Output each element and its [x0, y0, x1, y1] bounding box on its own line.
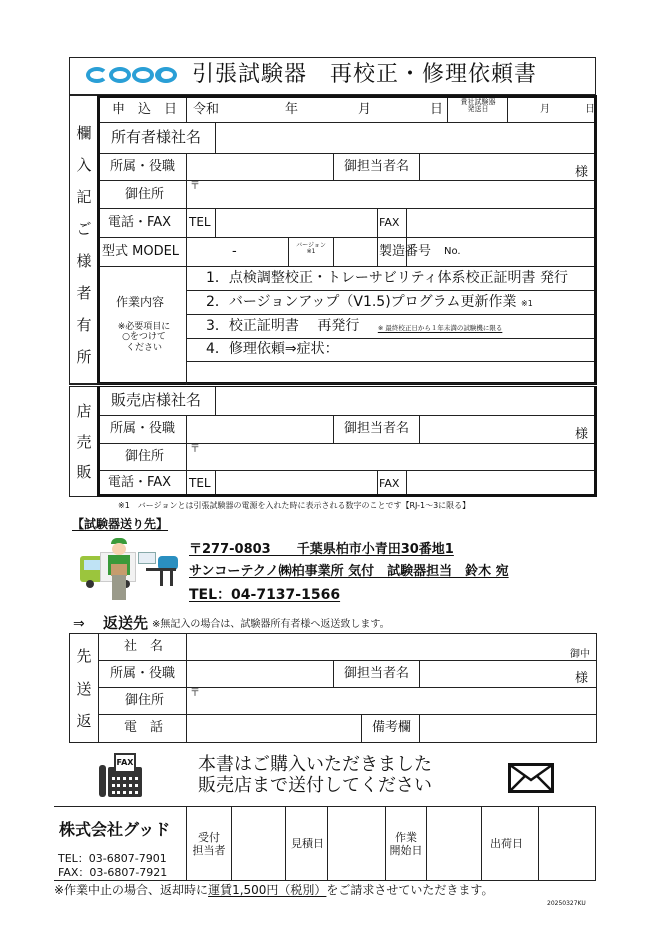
- work-item-1[interactable]: 1．点検調整校正・トレーサビリティ体系校正証明書 発行: [206, 270, 568, 286]
- ship-out-date-field[interactable]: [540, 808, 595, 880]
- version-field[interactable]: [335, 239, 376, 265]
- logo-ring-icon: [109, 67, 131, 83]
- serial-label: 製造番号: [379, 244, 432, 259]
- return-postal-mark: 〒: [190, 688, 200, 699]
- cancel-note: ※作業中止の場合、返却時に運賃1,500円（税別）をご請求させていただきます。: [54, 883, 494, 897]
- envelope-icon: [508, 763, 554, 793]
- send-notice-line2: 販売店まで送付してください: [198, 775, 432, 796]
- application-day-field[interactable]: [378, 99, 428, 120]
- owner-dept-label: 所属・役職: [110, 159, 176, 174]
- reception-label: 受付 担当者: [192, 831, 226, 858]
- return-contact-field[interactable]: [421, 662, 571, 686]
- logo-ring-icon: [155, 67, 177, 83]
- symptom-field[interactable]: [188, 363, 593, 382]
- dealer-postal-mark: 〒: [190, 444, 200, 455]
- tester-device-icon: [138, 550, 182, 590]
- owner-tel-label: TEL: [189, 215, 211, 229]
- return-address-field[interactable]: [200, 689, 592, 713]
- return-dept-label: 所属・役職: [110, 666, 176, 681]
- work-content-label: 作業内容: [116, 295, 165, 309]
- return-remarks-label: 備考欄: [372, 720, 412, 735]
- dealer-company-field[interactable]: [217, 388, 593, 414]
- return-contact-label: 御担当者名: [344, 666, 410, 681]
- page-title: 引張試験器 再校正・修理依頼書: [192, 62, 538, 87]
- application-month-field[interactable]: [305, 99, 355, 120]
- company-tel: TEL：03-6807-7901: [58, 852, 167, 865]
- company-name: 株式会社グッド: [59, 820, 171, 839]
- good-logo: [86, 67, 178, 85]
- owner-company-label: 所有者様社名: [111, 128, 202, 146]
- owner-address-label: 御住所: [125, 187, 165, 202]
- dealer-dept-label: 所属・役職: [110, 421, 176, 436]
- shipping-recipient: サンコーテクノ㈱柏事業所 気付 試験器担当 鈴木 宛: [189, 564, 509, 579]
- dealer-tel-field[interactable]: [217, 472, 375, 493]
- dealer-fax-field[interactable]: [408, 472, 593, 493]
- return-phone-field[interactable]: [188, 716, 360, 741]
- logo-ring-icon: [86, 67, 108, 83]
- return-company-suffix: 御中: [570, 649, 590, 660]
- owner-company-field[interactable]: [217, 124, 593, 152]
- dealer-contact-label: 御担当者名: [344, 421, 410, 436]
- ship-out-date-label: 出荷日: [490, 837, 523, 850]
- serial-prefix: No.: [444, 246, 461, 257]
- dealer-side-label: 店 売 販: [76, 402, 92, 481]
- month-label: 月: [358, 102, 372, 117]
- return-heading: 返送先: [103, 614, 149, 632]
- dealer-address-label: 御住所: [125, 449, 165, 464]
- estimate-date-label: 見積日: [291, 837, 324, 850]
- application-year-field[interactable]: [225, 99, 285, 120]
- shipping-tel: TEL：04-7137-1566: [189, 587, 341, 603]
- logo-ring-icon: [132, 67, 154, 83]
- dealer-fax-label: FAX: [379, 477, 400, 490]
- ship-date-label: 貴社試験器 発送日: [460, 98, 496, 114]
- estimate-date-field[interactable]: [329, 808, 384, 880]
- dealer-company-label: 販売店様社名: [111, 391, 202, 409]
- owner-contact-label: 御担当者名: [344, 159, 410, 174]
- fax-machine-icon: FAX: [99, 753, 145, 799]
- serial-field[interactable]: [460, 239, 593, 265]
- shipping-address: 〒277-0803 千葉県柏市小青田30番地1: [189, 542, 454, 557]
- work-start-date-label: 作業 開始日: [389, 831, 423, 858]
- return-company-field[interactable]: [188, 635, 566, 659]
- return-phone-label: 電 話: [124, 720, 164, 735]
- shipping-heading: 【試験器送り先】: [72, 517, 169, 531]
- owner-contact-field[interactable]: [421, 155, 571, 179]
- year-label: 年: [285, 102, 299, 117]
- ship-month-label: 月: [540, 104, 550, 115]
- company-fax: FAX：03-6807-7921: [58, 866, 168, 879]
- dealer-contact-field[interactable]: [421, 417, 571, 442]
- work-start-date-field[interactable]: [428, 808, 480, 880]
- return-arrow: ⇒: [73, 616, 85, 632]
- dealer-address-field[interactable]: [200, 445, 592, 469]
- work-item-2[interactable]: 2．バージョンアップ（V1.5)プログラム更新作業 ※1: [206, 294, 533, 310]
- return-address-label: 御住所: [125, 693, 165, 708]
- owner-dept-field[interactable]: [188, 155, 332, 179]
- delivery-illustration: [80, 538, 184, 608]
- return-dept-field[interactable]: [188, 662, 332, 686]
- version-footnote: ※1 バージョンとは引張試験器の電源を入れた時に表示される数字のことです【RJ-1～3に限る】: [118, 501, 471, 510]
- reception-field[interactable]: [233, 808, 284, 880]
- owner-fax-label: FAX: [379, 216, 400, 229]
- work-item-3[interactable]: 3．校正証明書 再発行 ※ 最終校正日から１年未満の試験機に限る: [206, 318, 503, 334]
- owner-postal-mark: 〒: [190, 181, 200, 192]
- dealer-phone-label: 電話・FAX: [108, 475, 172, 490]
- dealer-dept-field[interactable]: [188, 417, 332, 442]
- dealer-honorific: 様: [575, 427, 589, 442]
- ship-day-label: 日: [585, 104, 595, 115]
- owner-address-field[interactable]: [200, 182, 592, 207]
- model-label: 型式 MODEL: [102, 244, 180, 259]
- return-company-label: 社 名: [124, 639, 164, 654]
- work-content-note: ※必要項目に ○をつけて ください: [117, 322, 171, 353]
- return-honorific: 様: [575, 671, 589, 686]
- work-item-4[interactable]: 4．修理依頼⇒症状：: [206, 341, 339, 357]
- model-field[interactable]: [188, 239, 287, 265]
- owner-phone-label: 電話・FAX: [108, 215, 172, 230]
- era-label: 令和: [193, 102, 220, 117]
- model-dash: -: [232, 244, 237, 259]
- delivery-person-icon: [106, 538, 132, 602]
- owner-side-label: 欄 入 記 ご 様 者 有 所: [76, 124, 92, 366]
- owner-honorific: 様: [575, 165, 589, 180]
- owner-fax-field[interactable]: [408, 210, 593, 236]
- return-side-label: 先 送 返: [76, 647, 92, 730]
- owner-tel-field[interactable]: [217, 210, 375, 236]
- day-label: 日: [430, 102, 444, 117]
- send-notice-line1: 本書はご購入いただきました: [198, 754, 432, 775]
- application-date-label: 申 込 日: [112, 102, 178, 117]
- document-code: 20250327KU: [547, 900, 586, 907]
- dealer-tel-label: TEL: [189, 476, 211, 490]
- version-label: バージョン ※1: [296, 242, 326, 256]
- return-note: ※無記入の場合は、試験器所有者様へ返送致します。: [152, 619, 390, 630]
- return-remarks-field[interactable]: [421, 716, 596, 741]
